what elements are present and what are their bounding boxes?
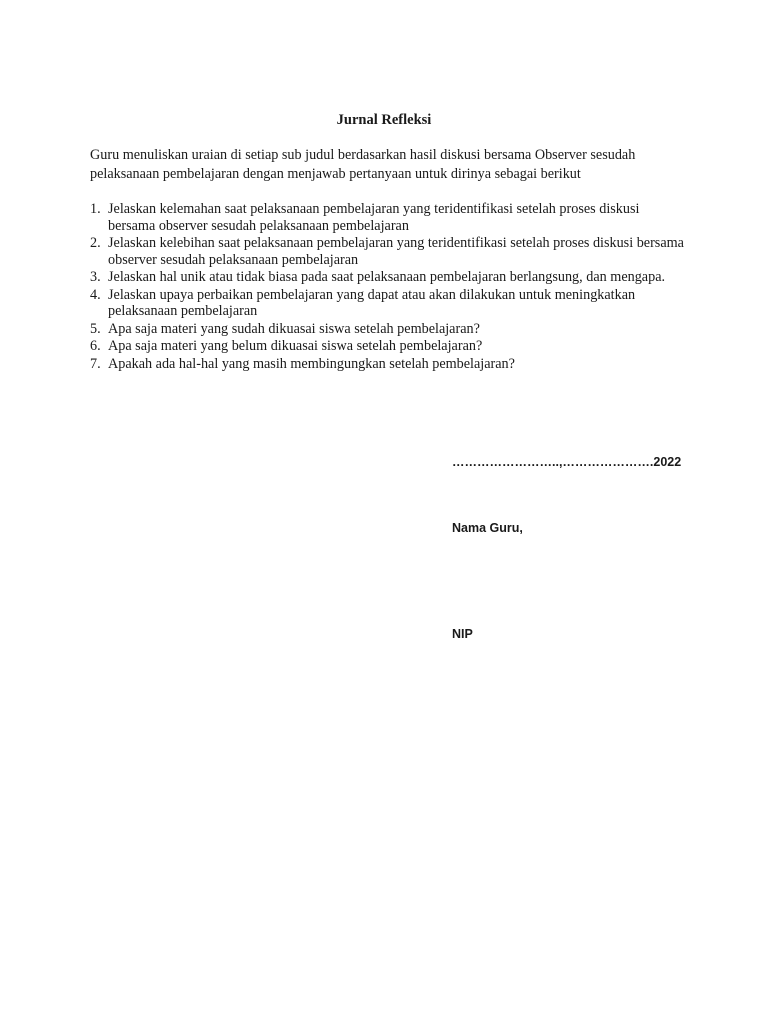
list-item-number: 1. (90, 201, 101, 217)
intro-paragraph: Guru menuliskan uraian di setiap sub judul berdasarkan hasil diskusi bersama Observer sesudah pelaksanaan pembelajaran dengan menjawab pertanyaan untuk dirinya sebagai berikut (90, 147, 636, 182)
list-item-text: Jelaskan upaya perbaikan pembelajaran yang dapat atau akan dilakukan untuk meningkatkan pelaksanaan pembelajaran (108, 286, 636, 319)
question-list (90, 201, 690, 373)
signature-date-line: ……………………..,………………….2022 (452, 455, 682, 469)
list-item-number: 4. (90, 286, 101, 303)
list-item-text: Apa saja materi yang belum dikuasai siswa setelah pembelajaran? (108, 338, 483, 354)
list-item-text: Jelaskan kelemahan saat pelaksanaan pembelajaran yang teridentifikasi setelah proses diskusi bersama observer sesudah pelaksanaan pembelajaran (108, 201, 640, 234)
list-item (90, 321, 690, 338)
list-item-number: 6. (90, 338, 101, 354)
list-item-text: Jelaskan hal unik atau tidak biasa pada saat pelaksanaan pembelajaran berlangsung, dan mengapa. (108, 269, 666, 285)
list-item-number: 2. (90, 235, 101, 251)
list-item-number: 5. (90, 320, 101, 337)
signature-nip-label: NIP (452, 627, 473, 641)
signature-name-label: Nama Guru, (452, 521, 523, 535)
list-item (90, 269, 690, 286)
list-item (90, 201, 690, 234)
list-item-number: 3. (90, 269, 101, 285)
list-item-text: Apakah ada hal-hal yang masih membingungkan setelah pembelajaran? (108, 355, 515, 372)
document-title: Jurnal Refleksi (336, 112, 432, 128)
list-item (90, 356, 690, 373)
list-item-number: 7. (90, 355, 101, 372)
list-item (90, 338, 690, 355)
list-item (90, 287, 690, 320)
list-item-text: Apa saja materi yang sudah dikuasai siswa setelah pembelajaran? (108, 320, 480, 337)
list-item (90, 235, 690, 268)
list-item-text: Jelaskan kelebihan saat pelaksanaan pembelajaran yang teridentifikasi setelah proses diskusi bersama observer sesudah pelaksanaan pembelajaran (108, 235, 684, 268)
